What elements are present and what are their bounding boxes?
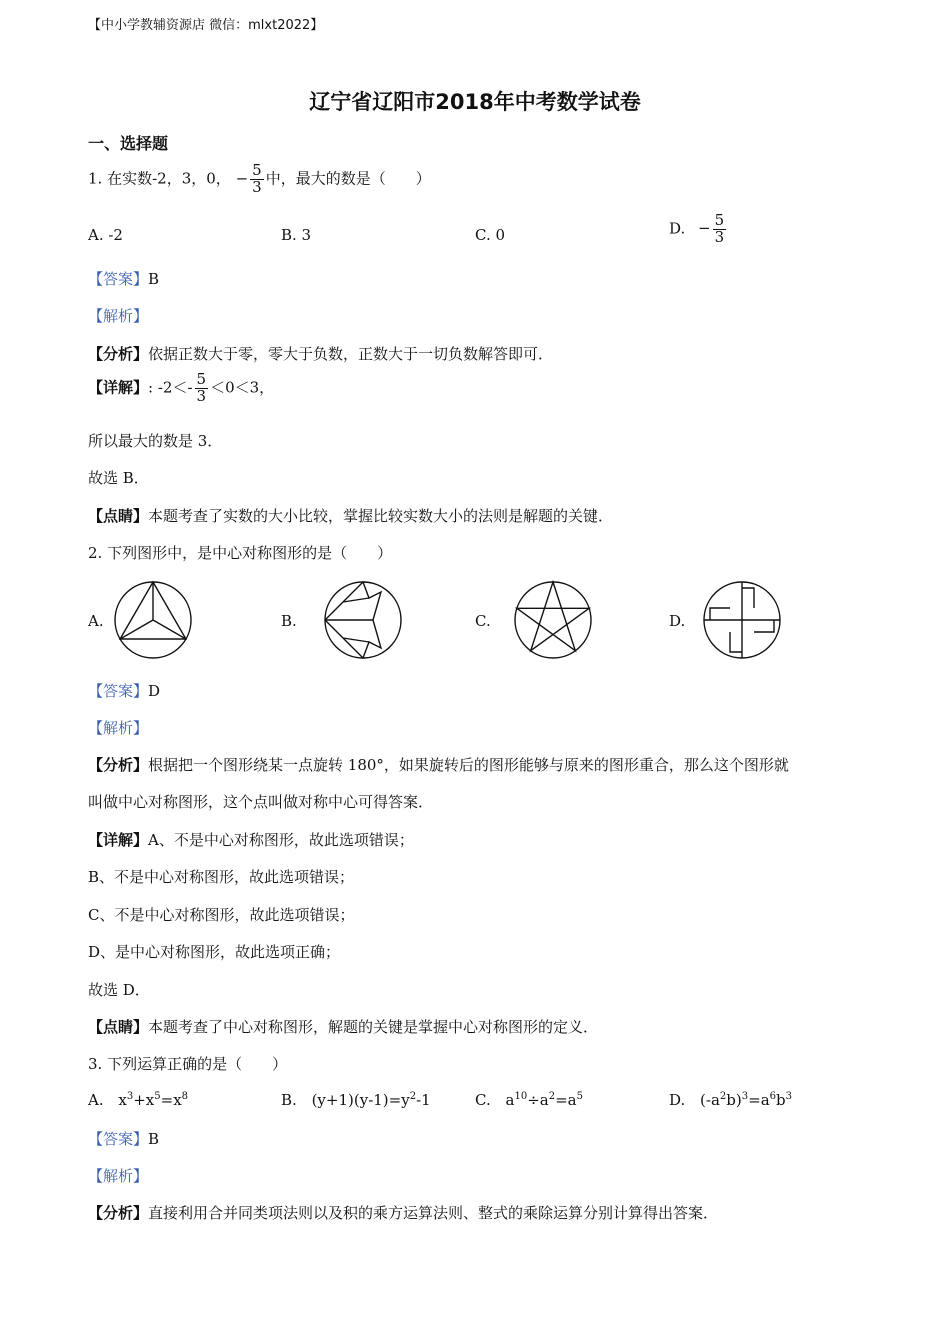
q1-frac-den: 3 [252, 177, 262, 196]
q1-answer-value: B [148, 270, 160, 288]
q3-answer [88, 1128, 159, 1149]
q3-answer-tag: 【答案】 [88, 1130, 149, 1148]
header-note: 【中小学教辅资源店 微信：mlxt2022】 [88, 18, 324, 33]
q1-dianjing-text: 本题考查了实数的大小比较，掌握比较实数大小的法则是解题的关键． [148, 507, 614, 525]
q1-option-c: C. 0 [475, 226, 506, 244]
q2-label-d: D. [669, 612, 686, 630]
q3-option-d [669, 1091, 792, 1109]
q2-figure-b [323, 580, 403, 660]
q1-detail-fraction [195, 372, 209, 405]
q1-fenxi-tag: 【分析】 [88, 345, 149, 363]
q2-figure-d [702, 580, 782, 660]
q2-detail-text1: A、不是中心对称图形，故此选项错误； [148, 831, 414, 849]
q2-figure-c [513, 580, 593, 660]
q3-expr-d: $(-a^2b)^3=a^6b^3$ [700, 1091, 793, 1109]
q1-option-d-num: 5 [714, 211, 725, 229]
q3-option-c [475, 1091, 583, 1109]
q1-analysis-tag: 【解析】 [88, 307, 149, 325]
q2-detail-line3: C、不是中心对称图形，故此选项错误； [88, 906, 355, 924]
q1-option-d-minus: − [698, 219, 711, 238]
q2-label-b: B. [281, 612, 297, 630]
q2-fenxi-line1 [88, 754, 789, 775]
q2-fenxi-tag: 【分析】 [88, 756, 149, 774]
q2-fenxi-text1: 根据把一个图形绕某一点旋转 180°，如果旋转后的图形能够与原来的图形重合，那么这个图形就 [148, 756, 789, 774]
q1-answer [88, 268, 159, 289]
q3-label-d: D. [669, 1091, 686, 1109]
q2-detail-line1 [88, 829, 414, 850]
q2-dianjing-text: 本题考查了中心对称图形，解题的关键是掌握中心对称图形的定义． [148, 1018, 599, 1036]
q2-dianjing-tag: 【点睛】 [88, 1018, 149, 1036]
q3-answer-value: B [148, 1130, 160, 1148]
q1-line3: 故选 B． [88, 469, 149, 487]
q2-label-c: C. [475, 612, 491, 630]
q2-detail-line4: D、是中心对称图形，故此选项正确； [88, 943, 341, 961]
q1-option-b: B. 3 [281, 226, 312, 244]
q1-frac-num: 5 [252, 161, 262, 179]
q1-line2: 所以最大的数是 3． [88, 432, 223, 450]
q3-stem: 3. 下列运算正确的是（ ） [88, 1055, 288, 1073]
q1-option-d-label: D. [669, 219, 686, 238]
q3-analysis-tag: 【解析】 [88, 1167, 149, 1185]
q1-detail-tag: 【详解】 [88, 378, 149, 397]
q1-fenxi-text: 依据正数大于零，零大于负数，正数大于一切负数解答即可． [148, 345, 554, 363]
q1-minus: − [235, 169, 249, 188]
q3-option-a [88, 1091, 188, 1109]
q3-expr-b: $(y+1)(y-1)=y^2-1$ [311, 1091, 431, 1109]
q1-option-d-fraction [713, 213, 727, 246]
q2-answer-tag: 【答案】 [88, 682, 149, 700]
q1-detail-num: 5 [196, 370, 207, 388]
page-title: 辽宁省辽阳市2018年中考数学试卷 [309, 90, 641, 114]
q2-analysis-tag: 【解析】 [88, 719, 149, 737]
q3-option-b [281, 1091, 431, 1109]
q3-fenxi-text: 直接利用合并同类项法则以及积的乘方运算法则、整式的乘除运算分别计算得出答案． [148, 1204, 719, 1222]
q2-answer [88, 680, 160, 701]
q1-option-a: A. -2 [88, 226, 123, 244]
q3-label-c: C. [475, 1091, 491, 1109]
section-heading: 一、选择题 [88, 134, 169, 153]
q3-expr-c: $a^{10}\div a^2=a^5$ [505, 1091, 583, 1109]
q2-detail-line5: 故选 D． [88, 981, 150, 999]
q2-detail-line2: B、不是中心对称图形，故此选项错误； [88, 868, 355, 886]
q1-option-d [669, 213, 728, 246]
q1-detail-pre: : -2＜- [148, 378, 193, 397]
q2-stem: 2. 下列图形中，是中心对称图形的是（ ） [88, 544, 393, 562]
q1-detail [88, 372, 274, 405]
q2-detail-tag: 【详解】 [88, 831, 149, 849]
q1-detail-post: ＜0＜3， [210, 378, 275, 397]
q2-dianjing [88, 1016, 598, 1037]
q1-stem [88, 163, 431, 196]
q1-answer-tag: 【答案】 [88, 270, 149, 288]
q1-stem-pre: 1. 在实数-2，3，0， [88, 169, 231, 188]
q1-dianjing-tag: 【点睛】 [88, 507, 149, 525]
q3-expr-a: $x^3+x^5=x^8$ [118, 1091, 189, 1109]
q1-fenxi [88, 343, 553, 364]
q2-answer-value: D [148, 682, 161, 700]
q1-option-d-den: 3 [714, 227, 725, 246]
q1-detail-den: 3 [196, 386, 207, 405]
q3-fenxi-tag: 【分析】 [88, 1204, 149, 1222]
q2-fenxi-line2: 叫做中心对称图形，这个点叫做对称中心可得答案． [88, 793, 434, 811]
q1-dianjing [88, 505, 613, 526]
q1-fraction [250, 163, 264, 196]
q3-label-b: B. [281, 1091, 297, 1109]
q2-label-a: A. [88, 612, 104, 630]
q3-label-a: A. [88, 1091, 104, 1109]
q3-fenxi [88, 1202, 718, 1223]
q2-figure-a [113, 580, 193, 660]
q1-stem-post: 中，最大的数是（ ） [265, 169, 431, 188]
